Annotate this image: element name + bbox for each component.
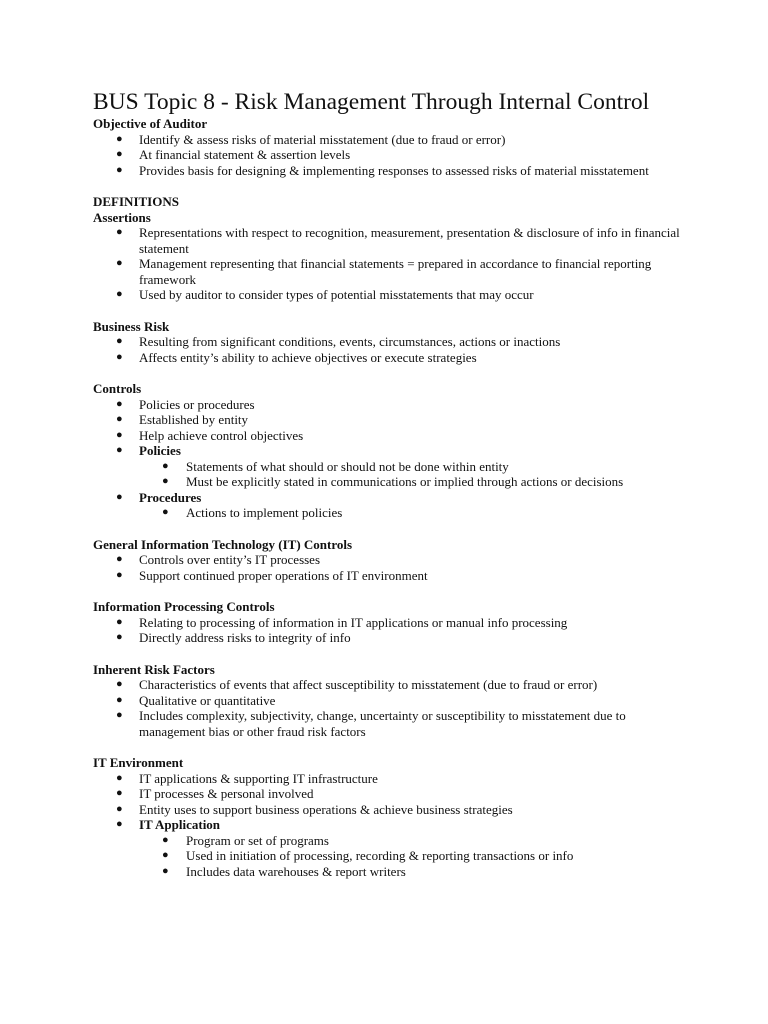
bullet-icon: ● (116, 490, 123, 503)
section-heading-definitions: DEFINITIONS (93, 194, 179, 209)
bullet-icon: ● (116, 335, 123, 347)
list-item-procedures: ● Procedures ● Actions to implement policies (93, 490, 683, 521)
sub-list-item: ● Actions to implement policies (162, 505, 343, 520)
bullet-icon: ● (116, 132, 123, 145)
section-heading-objective: Objective of Auditor (93, 116, 208, 131)
sub-list-item: ● Used in initiation of processing, recording & reporting transactions or info (162, 848, 574, 863)
bullet-icon: ● (162, 475, 169, 487)
section-heading-assertions: Assertions (93, 209, 151, 225)
policies-sublist (139, 459, 683, 490)
bullet-icon: ● (116, 350, 123, 363)
controls-list (93, 397, 683, 521)
assertions-list (93, 225, 683, 303)
list-item: ● Characteristics of events that affect susceptibility to misstatement (due to fraud or error) (116, 677, 598, 692)
bullet-icon: ● (116, 615, 123, 628)
list-item: ● Resulting from significant conditions, events, circumstances, actions or inactions (116, 334, 561, 349)
bullet-icon: ● (116, 413, 123, 425)
sub-list-item: ● Includes data warehouses & report writers (162, 863, 406, 879)
list-item: ● Affects entity’s ability to achieve objectives or execute strategies (116, 349, 477, 365)
bullet-icon: ● (162, 849, 169, 861)
list-item: ● Established by entity (116, 412, 249, 427)
list-item: ● Includes complexity, subjectivity, change, uncertainty or susceptibility to misstatement due to management bias or other fraud risk factors (116, 708, 626, 739)
section-heading-it-environment: IT Environment (93, 755, 184, 770)
list-item: ● Help achieve control objectives (116, 427, 304, 443)
bullet-icon: ● (116, 818, 123, 830)
bullet-icon: ● (116, 148, 123, 160)
list-item: ● IT processes & personal involved (116, 786, 314, 801)
section-heading-info-processing: Information Processing Controls (93, 599, 275, 614)
list-item: ● At financial statement & assertion levels (116, 147, 351, 162)
bullet-icon: ● (162, 864, 169, 877)
list-item: ● IT applications & supporting IT infrastructure (116, 770, 378, 786)
bullet-icon: ● (116, 444, 123, 456)
section-heading-inherent-risk: Inherent Risk Factors (93, 661, 215, 677)
list-item: ● Used by auditor to consider types of potential misstatements that may occur (116, 287, 534, 302)
bullet-icon: ● (116, 771, 123, 784)
list-item: ● Policies or procedures (116, 396, 255, 412)
list-item: ● Relating to processing of information in IT applications or manual info processing (116, 614, 568, 630)
bullet-icon: ● (116, 257, 123, 269)
bullet-icon: ● (116, 226, 123, 238)
list-item: ● Identify & assess risks of material misstatement (due to fraud or error) (116, 131, 506, 147)
document-title: BUS Topic 8 - Risk Management Through Internal Control (93, 89, 650, 115)
list-item: ● Provides basis for designing & implementing responses to assessed risks of material misstatement (116, 162, 649, 178)
bullet-icon: ● (116, 568, 123, 581)
bullet-icon: ● (116, 553, 123, 565)
bullet-icon: ● (116, 288, 123, 300)
sub-list-item: ● Statements of what should or should not be done within entity (162, 458, 509, 474)
objective-list (93, 132, 683, 179)
procedures-sublist (139, 505, 683, 521)
bullet-icon: ● (162, 833, 169, 846)
list-item: ● Representations with respect to recognition, measurement, presentation & disclosure of info in financial statement (116, 225, 680, 256)
info-processing-list (93, 615, 683, 646)
bullet-icon: ● (162, 506, 169, 518)
bullet-icon: ● (116, 693, 123, 706)
list-item-it-application: ● IT Application ● Program or set of programs ● Used in initiation of processing, recording & reporting transactions or info ● Includes data warehouses & report writers (93, 817, 683, 879)
bullet-icon: ● (162, 459, 169, 472)
bullet-icon: ● (116, 397, 123, 410)
document-page (93, 88, 683, 879)
it-environment-list (93, 771, 683, 880)
it-application-sublist (139, 833, 683, 880)
list-item-policies: ● Policies ● Statements of what should or should not be done within entity ● Must be explicitly stated in communications or implied through actions or decisions (93, 443, 683, 490)
list-item: ● Management representing that financial statements = prepared in accordance to financial reporting framework (116, 256, 652, 287)
bullet-icon: ● (116, 631, 123, 643)
section-heading-general-it: General Information Technology (IT) Controls (93, 536, 353, 552)
business-risk-list (93, 334, 683, 365)
list-item: ● Support continued proper operations of IT environment (116, 567, 428, 583)
list-item: ● Entity uses to support business operations & achieve business strategies (116, 801, 513, 817)
section-heading-business-risk: Business Risk (93, 318, 170, 334)
bullet-icon: ● (116, 802, 123, 815)
inherent-risk-list (93, 677, 683, 739)
bullet-icon: ● (116, 787, 123, 799)
bullet-icon: ● (116, 709, 123, 721)
sub-list-item: ● Program or set of programs (162, 832, 329, 848)
section-heading-controls: Controls (93, 381, 142, 396)
sub-list-item: ● Must be explicitly stated in communications or implied through actions or decisions (162, 474, 624, 489)
list-item: ● Directly address risks to integrity of info (116, 630, 351, 645)
bullet-icon: ● (116, 163, 123, 176)
list-item: ● Controls over entity’s IT processes (116, 552, 321, 567)
list-item: ● Qualitative or quantitative (116, 692, 276, 708)
general-it-list (93, 552, 683, 583)
bullet-icon: ● (116, 678, 123, 690)
bullet-icon: ● (116, 428, 123, 441)
